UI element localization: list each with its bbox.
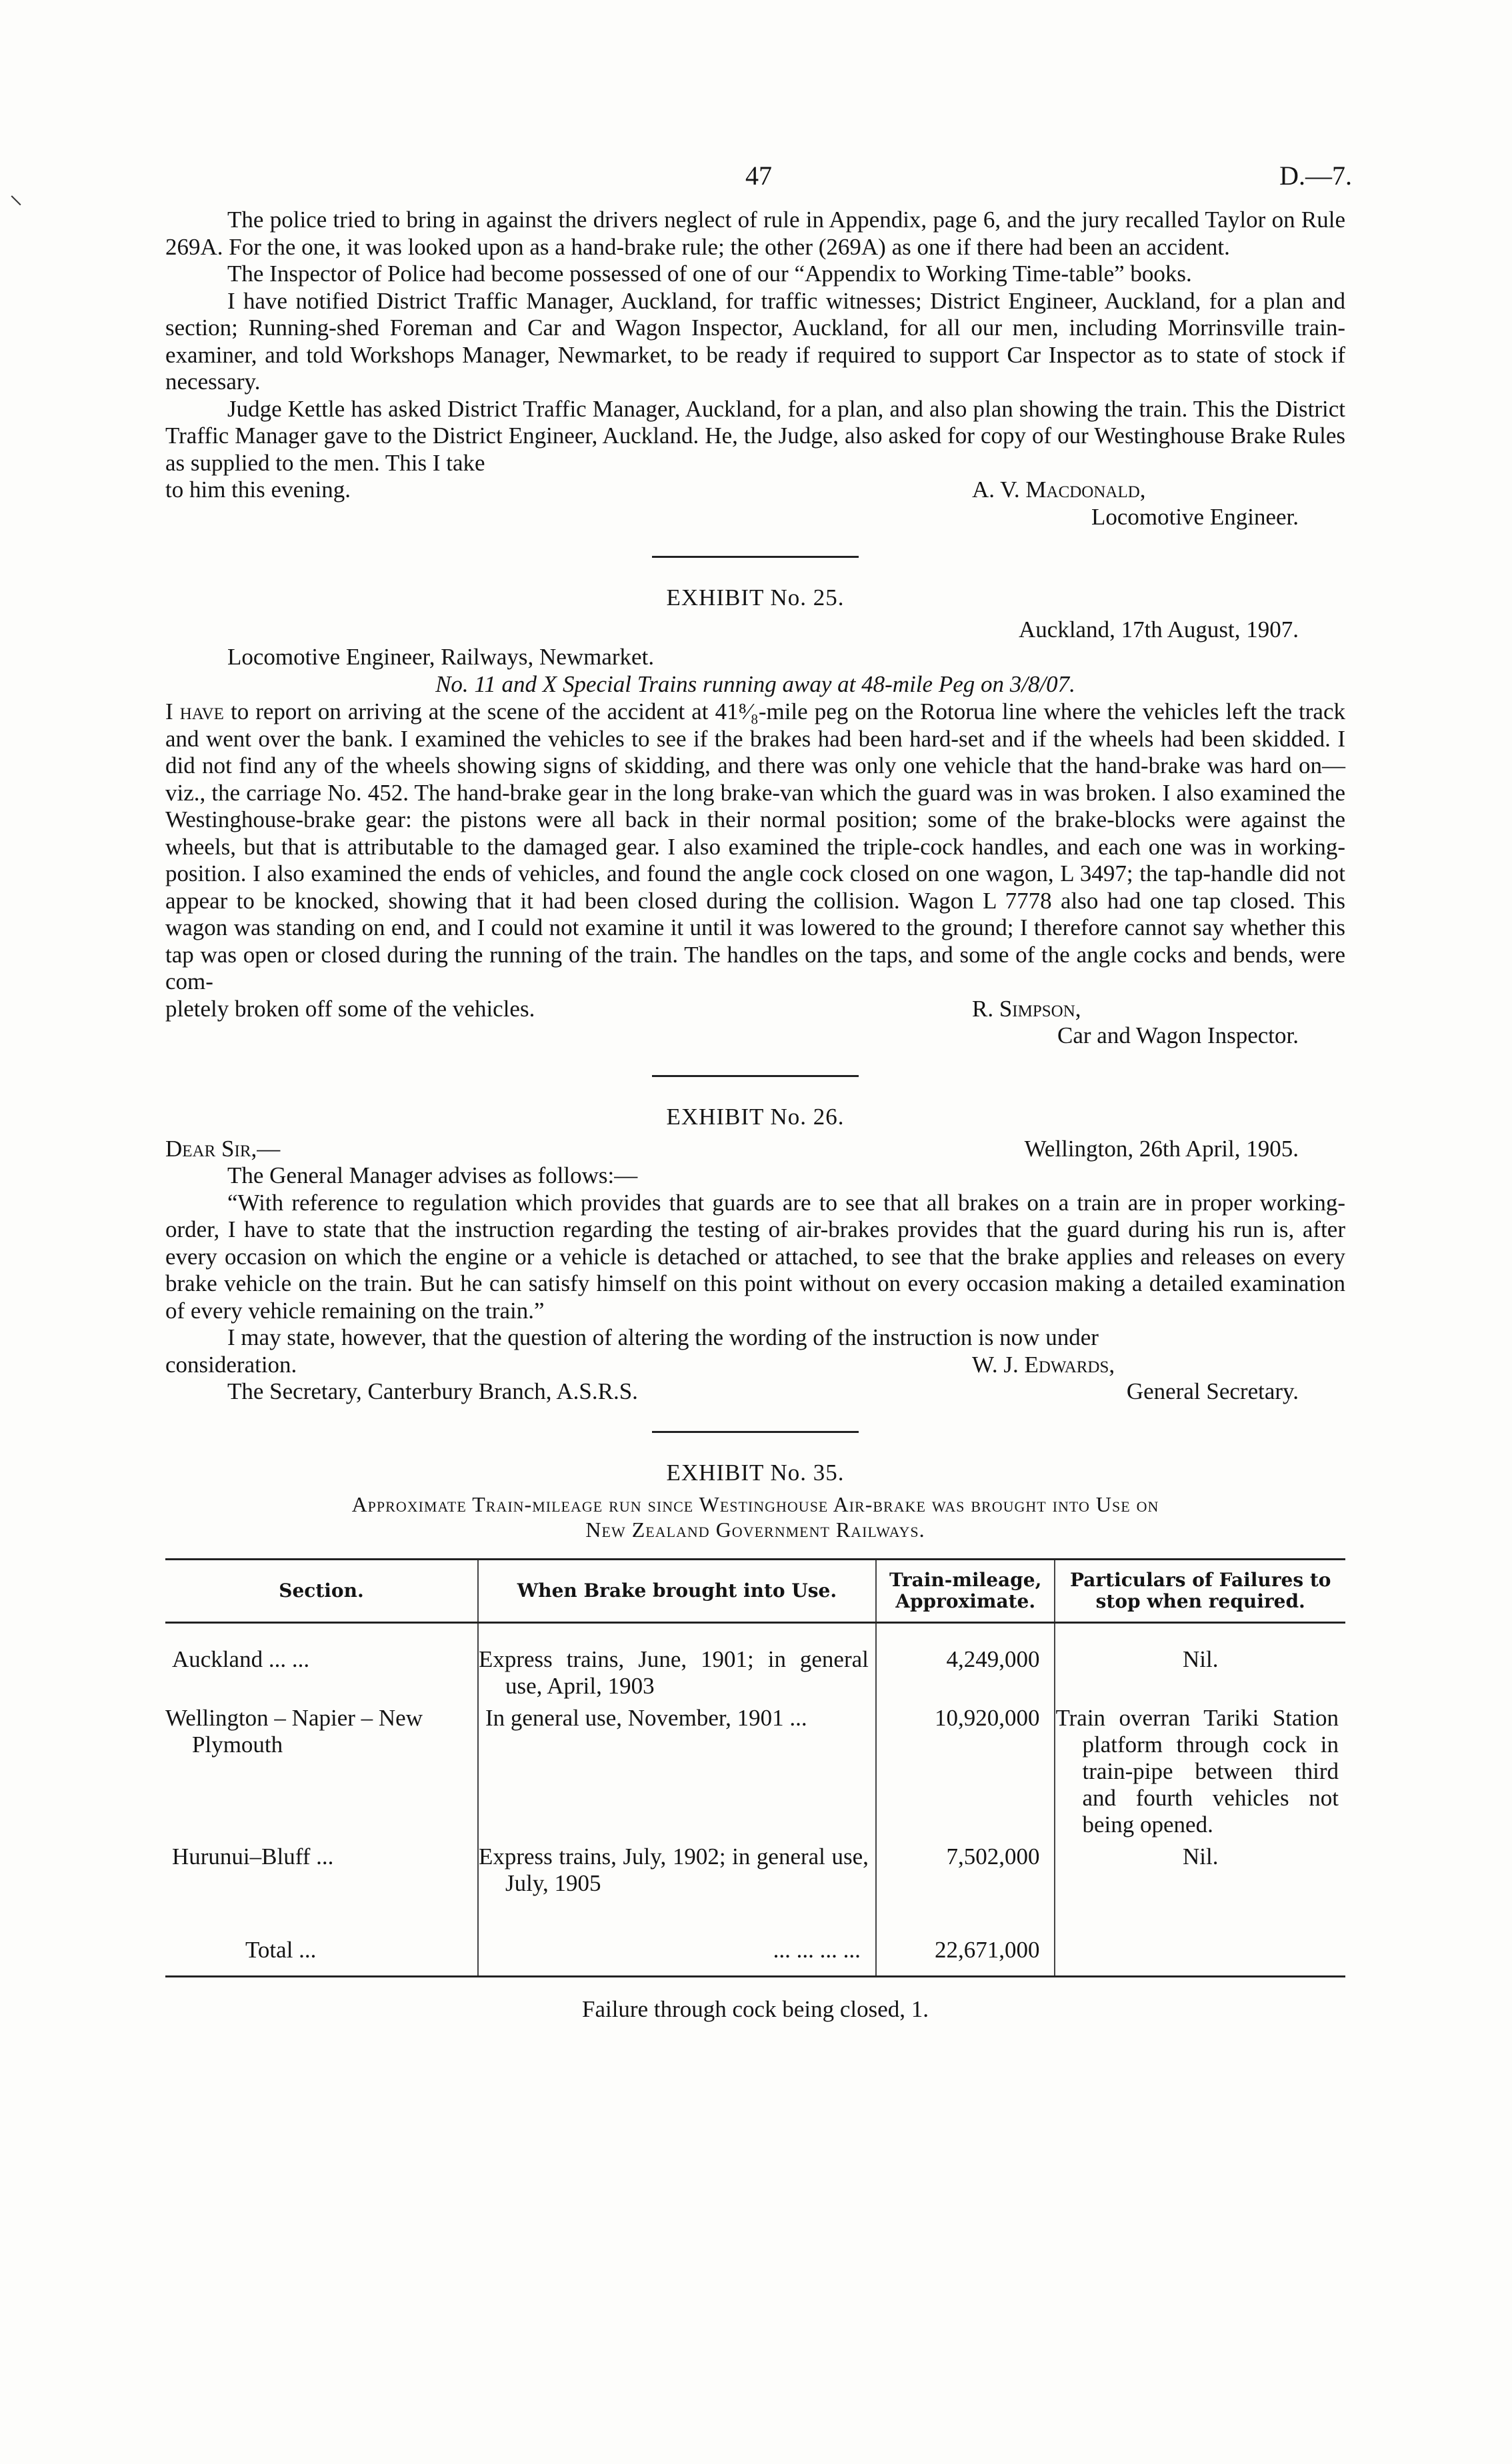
- table-row: [165, 1841, 1345, 1917]
- cell-failures: Nil.: [1055, 1841, 1345, 1917]
- exhibit-25-signatory: R. Simpson,: [972, 995, 1081, 1022]
- exhibit-35-title: EXHIBIT No. 35.: [666, 1459, 845, 1486]
- exhibit-25-body: [165, 698, 1345, 996]
- cell-total-label: Total ...: [245, 1936, 317, 1963]
- document-page: [165, 160, 1352, 2023]
- exhibit-25-addressee: Locomotive Engineer, Railways, Newmarket.: [227, 643, 655, 670]
- cell-when: In general use, November, 1901 ...: [478, 1702, 876, 1841]
- exhibit-26-signature-line: [165, 1352, 1345, 1379]
- exhibit-26-salutation: Dear Sir,—: [165, 1135, 281, 1162]
- exhibit-26-closing-last: consideration.: [165, 1351, 297, 1378]
- exhibit-25-body-text: to report on arriving at the scene of the accident at 41⁸⁄₈-mile peg on the Rotorua line where the vehicles left the track and went over the bank. I examined the vehicles to see if the brakes had been hard-set and if the wheels had been skidded. I did not find any of the wheels showing signs of skidding, and there was only one vehicle that the hand-brake was hard on—viz., the carriage No. 452. The hand-brake gear in the long brake-van which the guard was in was broken. I also examined the Westinghouse-brake gear: the pistons were all back in their normal position; some of the brake-blocks were against the wheels, but that is attributable to the damaged gear. I also examined the triple-cock handles, and each one was in working-position. I also examined the ends of vehicles, and found the angle cock closed on one wagon, L 3497; the tap-handle did not appear to be knocked, showing that it had been closed during the collision. Wagon L 7778 also had one tap closed. This wagon was standing on end, and I could not examine it until it was lowered to the ground; I therefore cannot say whether this tap was open or closed during the running of the train. The handles on the taps, and some of the angle cocks and bends, were com-: [165, 698, 1345, 994]
- exhibit-26-recipient-line: [165, 1378, 1345, 1406]
- cell-section: Hurunui–Bluff ...: [172, 1843, 334, 1869]
- intro-signatory-title: Locomotive Engineer.: [1091, 503, 1299, 530]
- cell-mileage: 4,249,000: [876, 1622, 1055, 1702]
- cell-mileage: 10,920,000: [876, 1702, 1055, 1841]
- exhibit-26-title: EXHIBIT No. 26.: [666, 1103, 845, 1130]
- cell-mileage: 7,502,000: [876, 1841, 1055, 1917]
- section-divider: [652, 1075, 859, 1077]
- exhibit-35: [165, 1460, 1345, 2023]
- intro-paragraph: The police tried to bring in against the drivers neglect of rule in Appendix, page 6, and the jury recalled Taylor on Rule 269A. For the one, it was looked upon as a hand-brake rule; the other (269A) as one if there had been an accident.: [165, 207, 1345, 260]
- intro-paragraph: I have notified District Traffic Manager, Auckland, for traffic witnesses; District Engineer, Auckland, for a plan and section; Running-shed Foreman and Car and Wagon Inspector, Auckland, for all our men, including Morrinsville train-examiner, and told Workshops Manager, Newmarket, to be ready if required to support Car Inspector as to state of stock if necessary.: [165, 287, 1345, 395]
- exhibit-35-caption-line-2: New Zealand Government Railways.: [585, 1517, 925, 1542]
- table-row: [165, 1702, 1345, 1841]
- intro-paragraph: Judge Kettle has asked District Traffic Manager, Auckland, for a plan, and also plan showing the train. This the District Traffic Manager gave to the District Engineer, Auckland. He, the Judge, also asked for copy of our Westinghouse Brake Rules as supplied to the men. This I take: [165, 395, 1345, 476]
- cell-section: Auckland ... ...: [172, 1646, 310, 1672]
- intro-signatory: A. V. Macdonald,: [972, 477, 1146, 503]
- exhibit-25-signature-line: [165, 996, 1345, 1023]
- cell-total-mileage: 22,671,000: [876, 1917, 1055, 1977]
- train-mileage-table: [165, 1558, 1345, 1977]
- column-header-section: Section.: [165, 1559, 478, 1622]
- page-number: 47: [745, 161, 772, 191]
- intro-letter: [165, 207, 1345, 531]
- exhibit-26-signatory-title: General Secretary.: [1126, 1378, 1299, 1404]
- table-header-row: [165, 1559, 1345, 1622]
- table-footnote: Failure through cock being closed, 1.: [581, 1995, 929, 2022]
- cell-failures: Train overran Tariki Station platform through cock in train-pipe between third and fourth vehicles not being opened.: [1055, 1702, 1345, 1841]
- exhibit-26-quote: “With reference to regulation which provides that guards are to see that all brakes on a train are in proper working-order, I have to state that the instruction regarding the testing of air-brakes provides that the guard during his run is, after every occasion on which the engine or a vehicle is detached or attached, to see that the brake applies and releases on every brake vehicle on the train. But he can satisfy himself on this point without on every occasion making a detailed examination of every vehicle remaining on the train.”: [165, 1189, 1345, 1324]
- cell-total-failures: [1055, 1917, 1345, 1977]
- exhibit-26-place-date: Wellington, 26th April, 1905.: [1024, 1135, 1299, 1162]
- exhibit-35-caption-line-1: Approximate Train-mileage run since Westinghouse Air-brake was brought into Use on: [351, 1492, 1159, 1516]
- table-total-row: [165, 1917, 1345, 1977]
- cell-when: Express trains, June, 1901; in general use, April, 1903: [478, 1622, 876, 1702]
- exhibit-25-place-date: Auckland, 17th August, 1907.: [1019, 616, 1299, 642]
- cell-when: Express trains, July, 1902; in general use, July, 1905: [478, 1841, 876, 1917]
- exhibit-26-recipient: The Secretary, Canterbury Branch, A.S.R.S.: [227, 1378, 638, 1404]
- cell-section: Wellington – Napier – New Plymouth: [165, 1704, 423, 1758]
- exhibit-25-signatory-title: Car and Wagon Inspector.: [1057, 1022, 1299, 1048]
- intro-signature-line: [165, 477, 1345, 504]
- exhibit-25-body-lead: I have: [165, 698, 224, 724]
- document-reference: D.—7.: [1279, 161, 1352, 191]
- exhibit-26-signatory: W. J. Edwards,: [972, 1351, 1115, 1378]
- section-divider: [652, 1431, 859, 1433]
- cell-failures: Nil.: [1055, 1622, 1345, 1702]
- exhibit-26-lead: The General Manager advises as follows:—: [227, 1162, 638, 1188]
- margin-pencil-mark: ⸜: [9, 179, 23, 209]
- exhibit-26-closing: I may state, however, that the question of altering the wording of the instruction is now under: [227, 1324, 1099, 1350]
- exhibit-25: [165, 585, 1345, 1050]
- table-row: [165, 1622, 1345, 1702]
- column-header-failures: Particulars of Failures to stop when required.: [1055, 1559, 1345, 1622]
- intro-last-line: to him this evening.: [165, 477, 351, 503]
- exhibit-25-last-line: pletely broken off some of the vehicles.: [165, 995, 535, 1022]
- intro-paragraph: The Inspector of Police had become possessed of one of our “Appendix to Working Time-table” books.: [227, 261, 1192, 287]
- exhibit-26: [165, 1104, 1345, 1406]
- exhibit-26-salutation-line: [165, 1136, 1345, 1163]
- column-header-when: When Brake brought into Use.: [478, 1559, 876, 1622]
- section-divider: [652, 556, 859, 558]
- exhibit-25-subject: No. 11 and X Special Trains running away at 48-mile Peg on 3/8/07.: [435, 671, 1075, 697]
- cell-total-when: ... ... ... ...: [478, 1917, 876, 1977]
- column-header-mileage: Train-mileage, Approximate.: [876, 1559, 1055, 1622]
- page-header: [165, 160, 1352, 207]
- exhibit-25-title: EXHIBIT No. 25.: [666, 585, 845, 611]
